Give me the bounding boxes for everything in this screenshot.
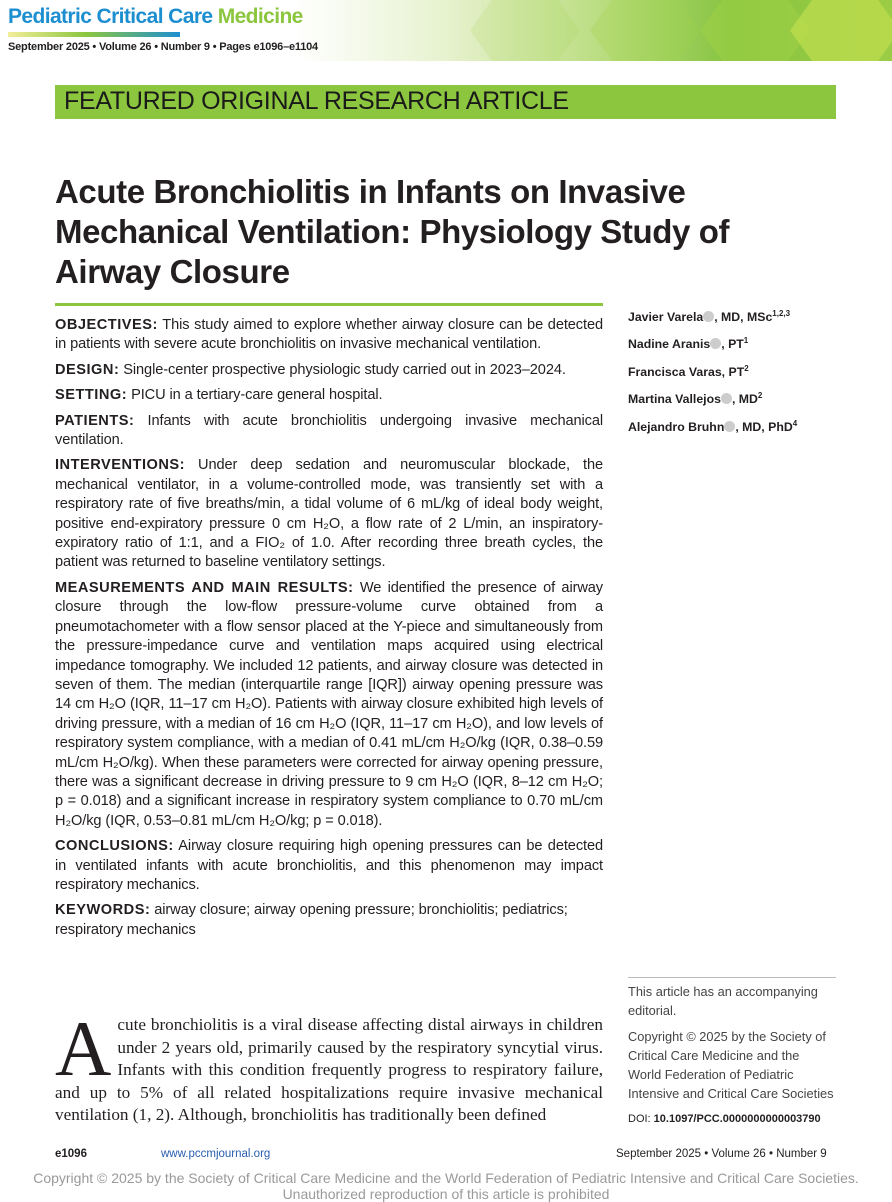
doi[interactable]	[628, 1113, 821, 1125]
page-number: e1096	[55, 1148, 87, 1160]
sidebar-copyright: Copyright © 2025 by the Society of Critical Care Medicine and the World Federation of Pediatric Intensive and Critical Care Societies	[628, 1029, 834, 1101]
orcid-icon[interactable]	[721, 393, 732, 404]
copyright-notice	[0, 1170, 892, 1202]
author	[628, 329, 848, 356]
banner-decoration	[590, 0, 700, 61]
author-affiliation: 2	[757, 391, 763, 401]
banner-decoration	[790, 0, 892, 61]
footer-issue: September 2025 • Volume 26 • Number 9	[616, 1148, 827, 1160]
author-degree: , PT	[721, 337, 744, 352]
author-degree: , PT	[721, 364, 745, 379]
author	[628, 412, 848, 439]
abstract-text: airway closure; airway opening pressure; bronchiolitis; pediatrics; respiratory mechanics	[55, 902, 568, 938]
abstract-patients	[55, 412, 603, 451]
author	[628, 384, 848, 411]
article-title: Acute Bronchiolitis in Infants on Invasive Mechanical Ventilation: Physiology Study of Airway Closure	[55, 173, 730, 290]
abstract-heading: KEYWORDS:	[55, 902, 151, 919]
body-text	[55, 1005, 603, 1127]
abstract-interventions	[55, 456, 603, 572]
journal-logo	[8, 5, 303, 29]
author-degree: , MD, MSc	[714, 310, 773, 325]
drop-cap: A	[55, 1005, 112, 1092]
author-affiliation: 2	[744, 363, 749, 373]
title-rule	[55, 303, 603, 306]
section-label: FEATURED ORIGINAL RESEARCH ARTICLE	[55, 85, 836, 119]
editorial-note: This article has an accompanying editorial.	[628, 984, 818, 1018]
abstract-conclusions	[55, 837, 603, 895]
abstract-design	[55, 361, 603, 380]
abstract-text: This study aimed to explore whether airway closure can be detected in patients with severe acute bronchiolitis on invasive mechanical ventilation.	[55, 317, 603, 353]
orcid-icon[interactable]	[710, 338, 721, 349]
sidebar-divider	[628, 977, 836, 978]
abstract-heading: INTERVENTIONS:	[55, 457, 185, 474]
abstract-text: Airway closure requiring high opening pressures can be detected in ventilated infants with acute bronchiolitis, and this phenomenon may impact respiratory mechanics.	[55, 838, 603, 893]
author-list	[628, 302, 848, 439]
abstract-text: PICU in a tertiary-care general hospital.	[127, 387, 383, 404]
author-degree: , MD	[731, 392, 758, 407]
abstract-text: Infants with acute bronchiolitis undergoing invasive mechanical ventilation.	[55, 412, 603, 449]
author-name[interactable]: Francisca Varas	[628, 364, 722, 379]
orcid-icon[interactable]	[724, 421, 735, 432]
logo-bar	[8, 32, 180, 37]
author-name[interactable]: Nadine Aranis	[628, 337, 711, 352]
abstract-heading: MEASUREMENTS AND MAIN RESULTS:	[55, 579, 354, 596]
author-name[interactable]: Martina Vallejos	[628, 392, 721, 407]
copyright-line: Unauthorized reproduction of this article is prohibited	[282, 1186, 610, 1202]
abstract-heading: OBJECTIVES:	[55, 317, 158, 333]
author-affiliation: 4	[792, 418, 798, 428]
abstract-heading: DESIGN:	[55, 361, 120, 378]
body-paragraph: cute bronchiolitis is a viral disease affecting distal airways in children under 2 years old, primarily caused by the respiratory syncytial virus. Infants with this condition frequently progress to respiratory failure, and up to 5% of all related hospitalizations require invasive mechanical ventilation (1, 2). Although, bronchiolitis has traditionally been defined	[55, 1015, 603, 1125]
abstract-text: Under deep sedation and neuromuscular blockade, the mechanical ventilator, in a volume-controlled mode, was transiently set with a respiratory rate of five breaths/min, a tidal volume of 6 mL/kg of ideal body weight, positive end-expiratory pressure 0 cm H₂O, a flow rate of 2 L/min, an inspiratory-expiratory ratio of 1:1, and a FIO₂ of 1.0. After recording three breath cycles, the patient was returned to baseline ventilatory settings.	[55, 457, 603, 571]
banner-decoration	[470, 0, 580, 61]
abstract-objectives	[55, 316, 603, 355]
copyright-line: Copyright © 2025 by the Society of Critical Care Medicine and the World Federation of Pediatric Intensive and Critical Care Societies.	[33, 1170, 859, 1186]
orcid-icon[interactable]	[703, 311, 714, 322]
issue-info: September 2025 • Volume 26 • Number 9 • Pages e1096–e1104	[8, 41, 318, 53]
doi-value[interactable]: 10.1097/PCC.0000000000003790	[653, 1113, 821, 1125]
abstract-results	[55, 579, 603, 831]
author-affiliation: 1	[743, 336, 749, 346]
author-name[interactable]: Alejandro Bruhn	[628, 419, 725, 434]
journal-name-accent: Medicine	[217, 5, 303, 28]
abstract-text: We identified the presence of airway closure through the low-flow pressure-volume curve obtained from a pneumotachometer with a flow sensor placed at the Y-piece and simultaneously from the pressure-impedance curve and ventilation maps acquired using electrical impedance tomography. We included 12 patients, and airway closure was detected in seven of them. The median (interquartile range [IQR]) airway opening pressure was 14 cm H₂O (IQR, 11–17 cm H₂O). Patients with airway closure exhibited high levels of driving pressure, with a median of 16 cm H₂O (IQR, 11–17 cm H₂O), and low levels of respiratory system compliance, with a median of 0.41 mL/cm H₂O/kg (IQR, 0.38–0.59 mL/cm H₂O/kg). When these parameters were corrected for airway opening pressure, there was a significant decrease in driving pressure to 9 cm H₂O (IQR, 8–12 cm H₂O; p = 0.018) and a significant increase in respiratory system compliance to 0.70 mL/cm H₂O/kg (IQR, 0.53–0.81 mL/cm H₂O/kg; p = 0.018).	[55, 579, 603, 829]
doi-label: DOI:	[628, 1113, 654, 1125]
abstract-setting	[55, 386, 603, 405]
author-affiliation: 1,2,3	[772, 309, 791, 318]
author-degree: , MD, PhD	[735, 419, 793, 434]
journal-name: Pediatric Critical Care	[8, 5, 218, 28]
abstract-heading: PATIENTS:	[55, 412, 135, 429]
journal-url[interactable]: www.pccmjournal.org	[161, 1148, 271, 1160]
abstract-heading: CONCLUSIONS:	[55, 838, 174, 855]
abstract	[55, 316, 603, 946]
abstract-text: Single-center prospective physiologic study carried out in 2023–2024.	[119, 361, 566, 378]
abstract-keywords	[55, 901, 603, 940]
author-name[interactable]: Javier Varela	[628, 310, 704, 325]
abstract-heading: SETTING:	[55, 387, 128, 404]
author	[628, 302, 848, 329]
author	[628, 357, 848, 384]
